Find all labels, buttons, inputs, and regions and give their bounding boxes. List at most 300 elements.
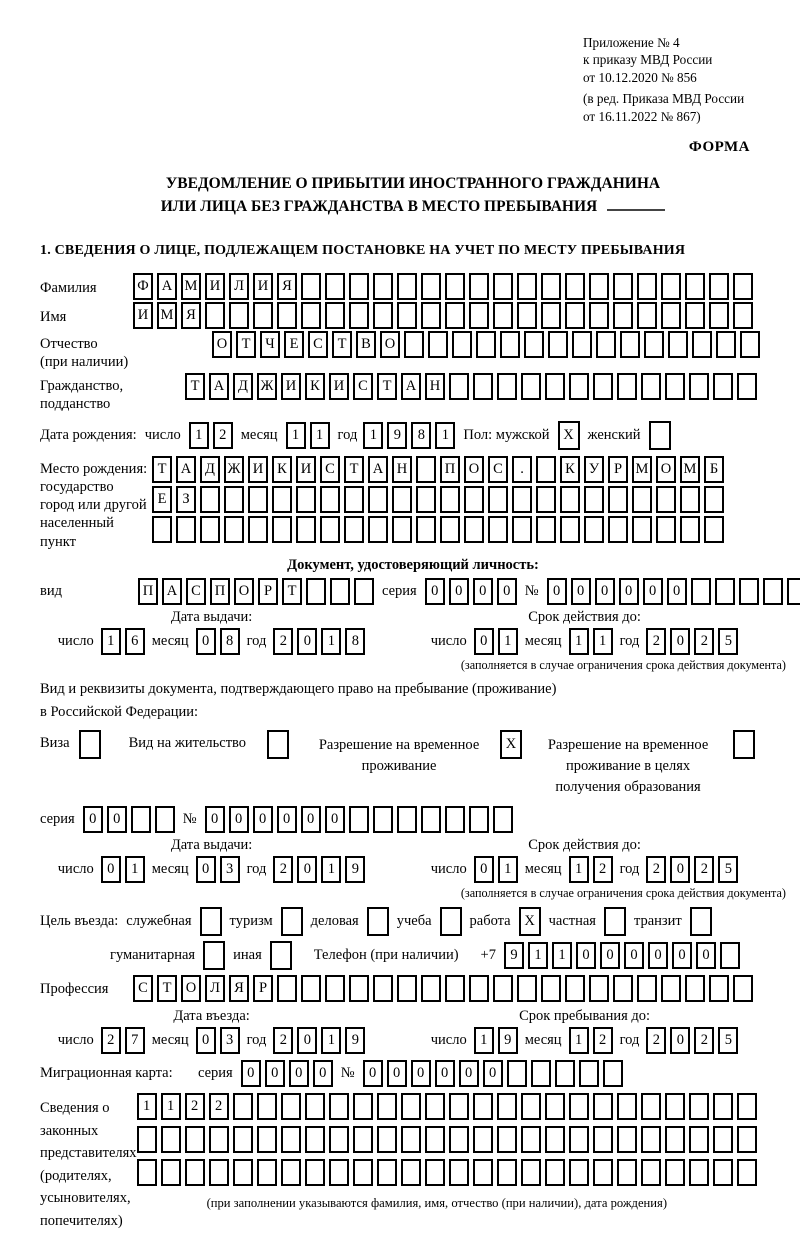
char-box[interactable]: О xyxy=(234,578,254,605)
char-box[interactable] xyxy=(200,907,222,936)
char-box[interactable]: П xyxy=(210,578,230,605)
char-box[interactable] xyxy=(277,975,297,1002)
char-box[interactable]: Д xyxy=(233,373,253,400)
char-box[interactable] xyxy=(209,1159,229,1186)
char-box[interactable] xyxy=(353,1126,373,1153)
char-box[interactable] xyxy=(737,373,757,400)
char-box[interactable] xyxy=(497,1126,517,1153)
char-box[interactable] xyxy=(469,302,489,329)
char-box[interactable]: О xyxy=(464,456,484,483)
char-box[interactable] xyxy=(464,516,484,543)
char-box[interactable] xyxy=(608,516,628,543)
char-box[interactable] xyxy=(248,486,268,513)
char-box[interactable] xyxy=(428,331,448,358)
char-box[interactable] xyxy=(641,1159,661,1186)
char-box[interactable] xyxy=(452,331,472,358)
char-box[interactable] xyxy=(555,1060,575,1087)
char-box[interactable] xyxy=(330,578,350,605)
char-box[interactable] xyxy=(301,302,321,329)
char-box[interactable]: А xyxy=(401,373,421,400)
char-box[interactable] xyxy=(425,1159,445,1186)
char-box[interactable]: 1 xyxy=(498,628,518,655)
char-box[interactable]: М xyxy=(181,273,201,300)
char-box[interactable] xyxy=(421,806,441,833)
char-box[interactable]: 2 xyxy=(101,1027,121,1054)
char-box[interactable]: Н xyxy=(425,373,445,400)
char-box[interactable] xyxy=(531,1060,551,1087)
char-box[interactable]: Р xyxy=(258,578,278,605)
char-box[interactable]: Н xyxy=(392,456,412,483)
char-box[interactable] xyxy=(305,1093,325,1120)
char-box[interactable] xyxy=(161,1159,181,1186)
char-box[interactable]: Ф xyxy=(133,273,153,300)
char-box[interactable] xyxy=(401,1093,421,1120)
char-box[interactable]: С xyxy=(488,456,508,483)
char-box[interactable]: 8 xyxy=(345,628,365,655)
char-box[interactable] xyxy=(161,1126,181,1153)
char-box[interactable]: 0 xyxy=(497,578,517,605)
char-box[interactable]: А xyxy=(209,373,229,400)
char-box[interactable]: X xyxy=(558,421,580,450)
char-box[interactable] xyxy=(325,302,345,329)
char-box[interactable]: Т xyxy=(152,456,172,483)
char-box[interactable]: 0 xyxy=(624,942,644,969)
char-box[interactable]: 1 xyxy=(321,856,341,883)
char-box[interactable] xyxy=(301,975,321,1002)
char-box[interactable] xyxy=(584,516,604,543)
char-box[interactable] xyxy=(715,578,735,605)
char-box[interactable] xyxy=(209,1126,229,1153)
char-box[interactable]: Б xyxy=(704,456,724,483)
char-box[interactable] xyxy=(493,273,513,300)
char-box[interactable]: Я xyxy=(181,302,201,329)
char-box[interactable] xyxy=(545,1159,565,1186)
char-box[interactable] xyxy=(569,1093,589,1120)
char-box[interactable] xyxy=(397,273,417,300)
char-box[interactable] xyxy=(665,1159,685,1186)
char-box[interactable] xyxy=(301,273,321,300)
char-box[interactable]: 2 xyxy=(694,856,714,883)
char-box[interactable]: 0 xyxy=(277,806,297,833)
char-box[interactable] xyxy=(685,273,705,300)
char-box[interactable] xyxy=(668,331,688,358)
char-box[interactable]: 0 xyxy=(473,578,493,605)
char-box[interactable] xyxy=(661,302,681,329)
char-box[interactable] xyxy=(425,1126,445,1153)
char-box[interactable] xyxy=(233,1126,253,1153)
char-box[interactable] xyxy=(579,1060,599,1087)
char-box[interactable]: 0 xyxy=(387,1060,407,1087)
char-box[interactable] xyxy=(368,486,388,513)
char-box[interactable] xyxy=(320,486,340,513)
char-box[interactable] xyxy=(473,373,493,400)
char-box[interactable] xyxy=(521,1159,541,1186)
char-box[interactable] xyxy=(617,373,637,400)
char-box[interactable]: 9 xyxy=(345,1027,365,1054)
char-box[interactable]: 1 xyxy=(310,422,330,449)
char-box[interactable] xyxy=(281,1093,301,1120)
char-box[interactable] xyxy=(270,941,292,970)
char-box[interactable] xyxy=(377,1093,397,1120)
char-box[interactable] xyxy=(497,1093,517,1120)
char-box[interactable] xyxy=(373,273,393,300)
char-box[interactable] xyxy=(440,516,460,543)
char-box[interactable]: 2 xyxy=(593,856,613,883)
char-box[interactable] xyxy=(665,373,685,400)
char-box[interactable] xyxy=(689,1126,709,1153)
char-box[interactable]: С xyxy=(133,975,153,1002)
char-box[interactable]: 0 xyxy=(449,578,469,605)
char-box[interactable] xyxy=(733,273,753,300)
char-box[interactable]: 1 xyxy=(286,422,306,449)
char-box[interactable] xyxy=(661,975,681,1002)
char-box[interactable] xyxy=(449,1126,469,1153)
char-box[interactable] xyxy=(224,486,244,513)
char-box[interactable] xyxy=(709,302,729,329)
char-box[interactable] xyxy=(565,302,585,329)
char-box[interactable] xyxy=(560,516,580,543)
char-box[interactable] xyxy=(272,486,292,513)
char-box[interactable]: А xyxy=(162,578,182,605)
char-box[interactable] xyxy=(656,516,676,543)
char-box[interactable] xyxy=(373,806,393,833)
char-box[interactable] xyxy=(296,486,316,513)
char-box[interactable] xyxy=(733,730,755,759)
char-box[interactable] xyxy=(517,975,537,1002)
char-box[interactable] xyxy=(421,302,441,329)
char-box[interactable]: П xyxy=(138,578,158,605)
char-box[interactable] xyxy=(596,331,616,358)
char-box[interactable] xyxy=(329,1126,349,1153)
char-box[interactable] xyxy=(517,273,537,300)
char-box[interactable] xyxy=(763,578,783,605)
char-box[interactable]: 3 xyxy=(220,856,240,883)
char-box[interactable]: 0 xyxy=(107,806,127,833)
char-box[interactable] xyxy=(637,302,657,329)
char-box[interactable] xyxy=(421,975,441,1002)
char-box[interactable]: 0 xyxy=(667,578,687,605)
char-box[interactable] xyxy=(500,331,520,358)
char-box[interactable] xyxy=(632,486,652,513)
char-box[interactable] xyxy=(680,486,700,513)
char-box[interactable] xyxy=(787,578,800,605)
char-box[interactable] xyxy=(649,421,671,450)
char-box[interactable] xyxy=(497,1159,517,1186)
char-box[interactable] xyxy=(421,273,441,300)
char-box[interactable] xyxy=(536,486,556,513)
char-box[interactable] xyxy=(493,302,513,329)
char-box[interactable] xyxy=(689,1159,709,1186)
char-box[interactable]: 1 xyxy=(569,628,589,655)
char-box[interactable] xyxy=(685,975,705,1002)
char-box[interactable] xyxy=(603,1060,623,1087)
char-box[interactable] xyxy=(401,1159,421,1186)
char-box[interactable]: Л xyxy=(229,273,249,300)
char-box[interactable]: И xyxy=(205,273,225,300)
char-box[interactable]: 0 xyxy=(241,1060,261,1087)
char-box[interactable] xyxy=(79,730,101,759)
char-box[interactable] xyxy=(425,1093,445,1120)
char-box[interactable] xyxy=(680,516,700,543)
char-box[interactable]: 2 xyxy=(593,1027,613,1054)
char-box[interactable]: А xyxy=(368,456,388,483)
char-box[interactable] xyxy=(354,578,374,605)
char-box[interactable] xyxy=(569,1126,589,1153)
char-box[interactable]: 8 xyxy=(411,422,431,449)
char-box[interactable] xyxy=(349,273,369,300)
char-box[interactable] xyxy=(493,806,513,833)
char-box[interactable] xyxy=(281,907,303,936)
char-box[interactable] xyxy=(536,516,556,543)
char-box[interactable]: А xyxy=(157,273,177,300)
char-box[interactable] xyxy=(296,516,316,543)
char-box[interactable]: 9 xyxy=(345,856,365,883)
char-box[interactable]: 2 xyxy=(213,422,233,449)
char-box[interactable]: 0 xyxy=(670,628,690,655)
char-box[interactable] xyxy=(373,975,393,1002)
char-box[interactable]: 8 xyxy=(220,628,240,655)
char-box[interactable]: 0 xyxy=(265,1060,285,1087)
char-box[interactable] xyxy=(517,302,537,329)
char-box[interactable] xyxy=(665,1093,685,1120)
char-box[interactable] xyxy=(488,486,508,513)
char-box[interactable] xyxy=(445,975,465,1002)
char-box[interactable]: 5 xyxy=(718,628,738,655)
char-box[interactable] xyxy=(229,302,249,329)
char-box[interactable] xyxy=(248,516,268,543)
char-box[interactable] xyxy=(233,1093,253,1120)
char-box[interactable] xyxy=(617,1159,637,1186)
char-box[interactable] xyxy=(720,942,740,969)
char-box[interactable] xyxy=(589,975,609,1002)
char-box[interactable]: 0 xyxy=(474,628,494,655)
char-box[interactable]: Е xyxy=(284,331,304,358)
char-box[interactable] xyxy=(737,1159,757,1186)
char-box[interactable]: 0 xyxy=(595,578,615,605)
char-box[interactable]: 1 xyxy=(125,856,145,883)
char-box[interactable]: 1 xyxy=(435,422,455,449)
char-box[interactable] xyxy=(716,331,736,358)
char-box[interactable] xyxy=(641,1093,661,1120)
char-box[interactable] xyxy=(690,907,712,936)
char-box[interactable] xyxy=(665,1126,685,1153)
char-box[interactable] xyxy=(469,806,489,833)
char-box[interactable]: . xyxy=(512,456,532,483)
char-box[interactable]: 1 xyxy=(474,1027,494,1054)
char-box[interactable] xyxy=(397,975,417,1002)
char-box[interactable]: И xyxy=(281,373,301,400)
char-box[interactable] xyxy=(320,516,340,543)
char-box[interactable]: Т xyxy=(332,331,352,358)
char-box[interactable] xyxy=(641,373,661,400)
char-box[interactable] xyxy=(521,1093,541,1120)
char-box[interactable]: 0 xyxy=(435,1060,455,1087)
char-box[interactable]: М xyxy=(157,302,177,329)
char-box[interactable] xyxy=(176,516,196,543)
char-box[interactable] xyxy=(203,941,225,970)
char-box[interactable] xyxy=(704,516,724,543)
char-box[interactable] xyxy=(325,273,345,300)
char-box[interactable]: 1 xyxy=(189,422,209,449)
char-box[interactable] xyxy=(401,1126,421,1153)
char-box[interactable] xyxy=(233,1159,253,1186)
char-box[interactable] xyxy=(397,806,417,833)
char-box[interactable] xyxy=(473,1159,493,1186)
char-box[interactable] xyxy=(541,273,561,300)
char-box[interactable]: 0 xyxy=(672,942,692,969)
char-box[interactable] xyxy=(392,516,412,543)
char-box[interactable]: 0 xyxy=(576,942,596,969)
char-box[interactable]: И xyxy=(133,302,153,329)
char-box[interactable]: Д xyxy=(200,456,220,483)
char-box[interactable]: 0 xyxy=(253,806,273,833)
char-box[interactable]: 2 xyxy=(646,856,666,883)
char-box[interactable]: 2 xyxy=(646,628,666,655)
char-box[interactable] xyxy=(224,516,244,543)
char-box[interactable]: 1 xyxy=(528,942,548,969)
char-box[interactable]: Р xyxy=(253,975,273,1002)
char-box[interactable] xyxy=(137,1126,157,1153)
char-box[interactable]: Т xyxy=(157,975,177,1002)
char-box[interactable] xyxy=(737,1093,757,1120)
char-box[interactable] xyxy=(661,273,681,300)
char-box[interactable] xyxy=(713,1126,733,1153)
char-box[interactable] xyxy=(131,806,151,833)
char-box[interactable] xyxy=(476,331,496,358)
char-box[interactable]: С xyxy=(308,331,328,358)
char-box[interactable] xyxy=(548,331,568,358)
char-box[interactable] xyxy=(713,1159,733,1186)
char-box[interactable] xyxy=(704,486,724,513)
char-box[interactable]: 0 xyxy=(670,856,690,883)
char-box[interactable]: 1 xyxy=(569,1027,589,1054)
char-box[interactable]: К xyxy=(272,456,292,483)
char-box[interactable]: 0 xyxy=(196,856,216,883)
char-box[interactable]: 0 xyxy=(363,1060,383,1087)
char-box[interactable] xyxy=(589,273,609,300)
char-box[interactable] xyxy=(349,806,369,833)
char-box[interactable] xyxy=(416,516,436,543)
char-box[interactable] xyxy=(305,1159,325,1186)
char-box[interactable]: Ч xyxy=(260,331,280,358)
char-box[interactable]: М xyxy=(680,456,700,483)
char-box[interactable]: 1 xyxy=(321,1027,341,1054)
char-box[interactable] xyxy=(445,806,465,833)
char-box[interactable]: И xyxy=(253,273,273,300)
char-box[interactable] xyxy=(349,975,369,1002)
char-box[interactable] xyxy=(572,331,592,358)
char-box[interactable]: О xyxy=(656,456,676,483)
char-box[interactable]: 1 xyxy=(161,1093,181,1120)
char-box[interactable] xyxy=(367,907,389,936)
char-box[interactable]: 0 xyxy=(196,628,216,655)
char-box[interactable] xyxy=(416,486,436,513)
char-box[interactable]: 0 xyxy=(411,1060,431,1087)
char-box[interactable]: 1 xyxy=(552,942,572,969)
char-box[interactable]: Я xyxy=(229,975,249,1002)
char-box[interactable] xyxy=(469,273,489,300)
char-box[interactable] xyxy=(267,730,289,759)
char-box[interactable] xyxy=(589,302,609,329)
char-box[interactable]: 9 xyxy=(504,942,524,969)
char-box[interactable] xyxy=(512,516,532,543)
char-box[interactable]: И xyxy=(248,456,268,483)
char-box[interactable]: 0 xyxy=(313,1060,333,1087)
char-box[interactable] xyxy=(644,331,664,358)
char-box[interactable] xyxy=(445,302,465,329)
char-box[interactable] xyxy=(733,975,753,1002)
char-box[interactable] xyxy=(613,273,633,300)
char-box[interactable]: Т xyxy=(344,456,364,483)
char-box[interactable] xyxy=(656,486,676,513)
char-box[interactable]: И xyxy=(296,456,316,483)
char-box[interactable] xyxy=(608,486,628,513)
char-box[interactable]: Т xyxy=(185,373,205,400)
char-box[interactable] xyxy=(593,373,613,400)
char-box[interactable]: Е xyxy=(152,486,172,513)
char-box[interactable]: 6 xyxy=(125,628,145,655)
char-box[interactable] xyxy=(692,331,712,358)
char-box[interactable] xyxy=(344,516,364,543)
char-box[interactable]: 0 xyxy=(619,578,639,605)
char-box[interactable] xyxy=(541,975,561,1002)
char-box[interactable] xyxy=(185,1159,205,1186)
char-box[interactable] xyxy=(449,373,469,400)
char-box[interactable] xyxy=(565,273,585,300)
char-box[interactable]: 5 xyxy=(718,856,738,883)
char-box[interactable] xyxy=(200,486,220,513)
char-box[interactable] xyxy=(353,1159,373,1186)
char-box[interactable] xyxy=(709,273,729,300)
char-box[interactable] xyxy=(449,1093,469,1120)
char-box[interactable]: 0 xyxy=(297,1027,317,1054)
char-box[interactable]: Ж xyxy=(224,456,244,483)
char-box[interactable]: 0 xyxy=(101,856,121,883)
char-box[interactable] xyxy=(737,1126,757,1153)
char-box[interactable]: П xyxy=(440,456,460,483)
char-box[interactable] xyxy=(445,273,465,300)
char-box[interactable]: 0 xyxy=(459,1060,479,1087)
char-box[interactable]: М xyxy=(632,456,652,483)
char-box[interactable] xyxy=(185,1126,205,1153)
char-box[interactable] xyxy=(512,486,532,513)
char-box[interactable] xyxy=(545,1126,565,1153)
char-box[interactable]: X xyxy=(519,907,541,936)
char-box[interactable]: 9 xyxy=(498,1027,518,1054)
char-box[interactable]: 0 xyxy=(325,806,345,833)
char-box[interactable] xyxy=(377,1126,397,1153)
char-box[interactable] xyxy=(524,331,544,358)
char-box[interactable]: 0 xyxy=(571,578,591,605)
char-box[interactable] xyxy=(565,975,585,1002)
char-box[interactable] xyxy=(377,1159,397,1186)
char-box[interactable] xyxy=(713,373,733,400)
char-box[interactable] xyxy=(368,516,388,543)
char-box[interactable]: 7 xyxy=(125,1027,145,1054)
char-box[interactable]: 2 xyxy=(694,628,714,655)
char-box[interactable] xyxy=(613,975,633,1002)
char-box[interactable]: 9 xyxy=(387,422,407,449)
char-box[interactable]: 2 xyxy=(694,1027,714,1054)
char-box[interactable] xyxy=(541,302,561,329)
char-box[interactable]: 2 xyxy=(273,628,293,655)
char-box[interactable]: 2 xyxy=(273,1027,293,1054)
char-box[interactable]: 0 xyxy=(301,806,321,833)
char-box[interactable]: К xyxy=(305,373,325,400)
char-box[interactable] xyxy=(473,1093,493,1120)
char-box[interactable] xyxy=(464,486,484,513)
char-box[interactable]: 0 xyxy=(205,806,225,833)
